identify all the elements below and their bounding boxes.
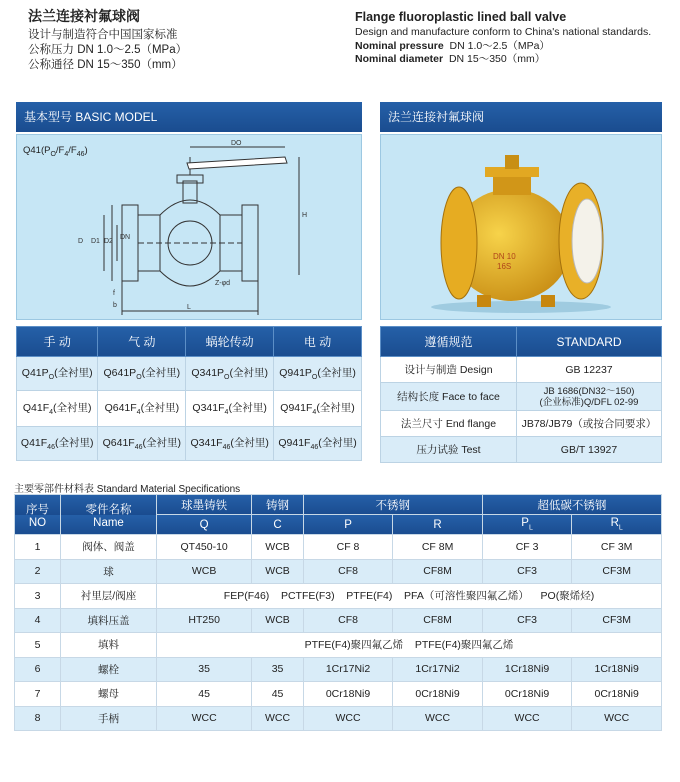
nd-value: DN 15～350（mm）	[448, 53, 546, 65]
standard-row	[381, 411, 662, 437]
standard-table	[380, 326, 662, 463]
material-no: 7	[15, 682, 61, 707]
materials-table	[14, 494, 662, 731]
header-en-nd	[355, 53, 675, 67]
np-label: Nominal pressure	[355, 39, 444, 52]
material-cell: CF3M	[572, 608, 662, 633]
standard-row	[381, 383, 662, 411]
mat-head-ductile: 球墨铸铁	[157, 495, 252, 515]
dim-d: D	[78, 238, 84, 245]
mat-head-pl: $P_L$	[482, 515, 572, 535]
model-row	[17, 391, 362, 427]
material-row	[15, 682, 662, 707]
material-cell: WCB	[252, 535, 303, 560]
dim-d1: D1	[91, 238, 100, 245]
mat-head-rl: $R_L$	[572, 515, 662, 535]
material-cell: 35	[157, 657, 252, 682]
material-no: 1	[15, 535, 61, 560]
header-cn-line1: 设计与制造符合中国国家标准	[28, 29, 178, 41]
material-cell: CF 3M	[572, 535, 662, 560]
dim-do: DO	[231, 140, 242, 147]
standard-head-cn: 遵循规范	[381, 327, 517, 357]
model-cell: $Q41F_{46}$(全衬里)	[17, 427, 98, 461]
valve-photo	[381, 135, 663, 321]
material-cell: 45	[157, 682, 252, 707]
standard-label: 设计与制造 Design	[381, 357, 517, 383]
mat-head-no: 序号 NO	[15, 495, 61, 535]
mat-head-p: P	[303, 515, 393, 535]
standard-row	[381, 357, 662, 383]
dim-f: f	[113, 290, 115, 297]
material-part-name: 螺栓	[61, 657, 157, 682]
material-cell: WCB	[157, 559, 252, 584]
material-cell: 1Cr17Ni2	[303, 657, 393, 682]
header-cn-line2: 公称压力 DN 1.0～2.5（MPa）	[28, 44, 188, 56]
material-cell: WCC	[572, 706, 662, 731]
model-head-worm: 蜗轮传动	[186, 327, 274, 357]
material-row	[15, 559, 662, 584]
model-cell: $Q41F_4$(全衬里)	[17, 391, 98, 427]
material-cell: 1Cr18Ni9	[572, 657, 662, 682]
model-cell: $Q941P_O$(全衬里)	[274, 357, 362, 391]
mat-head-caststeel: 铸钢	[252, 495, 303, 515]
material-part-name: 球	[61, 559, 157, 584]
model-table	[16, 326, 362, 461]
drawing-panel	[16, 134, 362, 320]
material-row	[15, 657, 662, 682]
standard-value: JB78/JB79（或按合同要求）	[517, 411, 662, 437]
material-cell: WCC	[252, 706, 303, 731]
material-row	[15, 633, 662, 658]
dim-d2: D2	[104, 238, 113, 245]
mat-head-ulc: 超低碳不锈钢	[482, 495, 661, 515]
mat-head-q: Q	[157, 515, 252, 535]
model-cell: $Q641P_O$(全衬里)	[98, 357, 186, 391]
header-en	[355, 10, 675, 67]
model-cell: $Q641F_{46}$(全衬里)	[98, 427, 186, 461]
model-cell: $Q641F_4$(全衬里)	[98, 391, 186, 427]
model-row	[17, 427, 362, 461]
standard-value: GB 12237	[517, 357, 662, 383]
material-cell: CF8	[303, 608, 393, 633]
dim-b: b	[113, 302, 117, 309]
basic-model-title: 基本型号 BASIC MODEL	[16, 102, 362, 132]
material-cell: WCC	[303, 706, 393, 731]
material-cell: QT450-10	[157, 535, 252, 560]
material-part-name: 手柄	[61, 706, 157, 731]
model-head-manual: 手 动	[17, 327, 98, 357]
material-cell: WCB	[252, 608, 303, 633]
standard-value: GB/T 13927	[517, 437, 662, 463]
model-cell: $Q341P_O$(全衬里)	[186, 357, 274, 391]
model-cell: $Q341F_{46}$(全衬里)	[186, 427, 274, 461]
standard-head-en: STANDARD	[517, 327, 662, 357]
material-cell: 1Cr18Ni9	[482, 657, 572, 682]
mat-head-stainless: 不锈钢	[303, 495, 482, 515]
material-part-name: 阀体、阀盖	[61, 535, 157, 560]
standard-label: 压力试验 Test	[381, 437, 517, 463]
material-part-name: 衬里层/阀座	[61, 584, 157, 609]
dim-dn: DN	[120, 234, 131, 241]
header-en-title: Flange fluoroplastic lined ball valve	[355, 10, 567, 24]
dim-z: Z-φd	[215, 280, 231, 287]
header-cn-title: 法兰连接衬氟球阀	[28, 8, 140, 24]
valve-marking-pn: 16S	[497, 262, 512, 271]
material-no: 2	[15, 559, 61, 584]
material-row	[15, 535, 662, 560]
valve-marking-dn: DN 10	[493, 252, 516, 261]
material-part-name: 填料	[61, 633, 157, 658]
model-cell: $Q41P_O$(全衬里)	[17, 357, 98, 391]
material-cell: CF 3	[482, 535, 572, 560]
model-cell: $Q341F_4$(全衬里)	[186, 391, 274, 427]
material-cell: 45	[252, 682, 303, 707]
standard-label: 结构长度 Face to face	[381, 383, 517, 411]
standard-row	[381, 437, 662, 463]
material-row	[15, 608, 662, 633]
model-code: $Q41(P_O/F_4/F_{46})$	[23, 145, 88, 158]
material-cell: WCC	[482, 706, 572, 731]
model-cell: $Q941F_{46}$(全衬里)	[274, 427, 362, 461]
mat-head-c: C	[252, 515, 303, 535]
material-cell: 0Cr18Ni9	[393, 682, 483, 707]
material-cell: 0Cr18Ni9	[303, 682, 393, 707]
dim-h: H	[302, 212, 308, 219]
model-head-electric: 电 动	[274, 327, 362, 357]
material-cell: CF 8M	[393, 535, 483, 560]
standard-label: 法兰尺寸 End flange	[381, 411, 517, 437]
photo-title: 法兰连接衬氟球阀	[380, 102, 662, 132]
material-cell: CF8	[303, 559, 393, 584]
material-cell: CF 8	[303, 535, 393, 560]
material-cell: 1Cr17Ni2	[393, 657, 483, 682]
np-value: DN 1.0～2.5（MPa）	[449, 39, 550, 52]
material-cell: CF3	[482, 559, 572, 584]
material-no: 5	[15, 633, 61, 658]
material-cell: 0Cr18Ni9	[572, 682, 662, 707]
material-cell: WCC	[157, 706, 252, 731]
dim-l: L	[187, 304, 191, 311]
material-row	[15, 584, 662, 609]
mat-head-r: R	[393, 515, 483, 535]
material-cell: HT250	[157, 608, 252, 633]
material-row	[15, 706, 662, 731]
standard-value: JB 1686(DN32～150) (企业标准)Q/DFL 02-99	[517, 383, 662, 411]
material-cell: 35	[252, 657, 303, 682]
header-cn-line3: 公称通径 DN 15～350（mm）	[28, 59, 183, 71]
material-part-name: 填料压盖	[61, 608, 157, 633]
material-no: 8	[15, 706, 61, 731]
material-part-name: 螺母	[61, 682, 157, 707]
header-en-line1: Design and manufacture conform to China's national standards.	[355, 26, 652, 38]
material-no: 3	[15, 584, 61, 609]
material-no: 6	[15, 657, 61, 682]
model-row	[17, 357, 362, 391]
header-cn	[28, 6, 328, 73]
materials-caption: 主要零部件材料表 Standard Material Specifications	[14, 484, 241, 495]
photo-panel	[380, 134, 662, 320]
model-cell: $Q941F_4$(全衬里)	[274, 391, 362, 427]
material-cell: CF8M	[393, 608, 483, 633]
material-cell: WCB	[252, 559, 303, 584]
header-en-np	[355, 40, 675, 54]
material-cell: WCC	[393, 706, 483, 731]
mat-head-name: 零件名称 Name	[61, 495, 157, 535]
material-span-cell: FEP(F46) PCTFE(F3) PTFE(F4) PFA（可溶性聚四氟乙烯） PO(聚烯烃)	[157, 584, 662, 609]
material-cell: 0Cr18Ni9	[482, 682, 572, 707]
valve-section-drawing	[17, 135, 363, 321]
material-span-cell: PTFE(F4)聚四氟乙烯 PTFE(F4)聚四氟乙烯	[157, 633, 662, 658]
model-head-pneumatic: 气 动	[98, 327, 186, 357]
nd-label: Nominal diameter	[355, 53, 444, 65]
material-no: 4	[15, 608, 61, 633]
material-cell: CF8M	[393, 559, 483, 584]
material-cell: CF3	[482, 608, 572, 633]
material-cell: CF3M	[572, 559, 662, 584]
